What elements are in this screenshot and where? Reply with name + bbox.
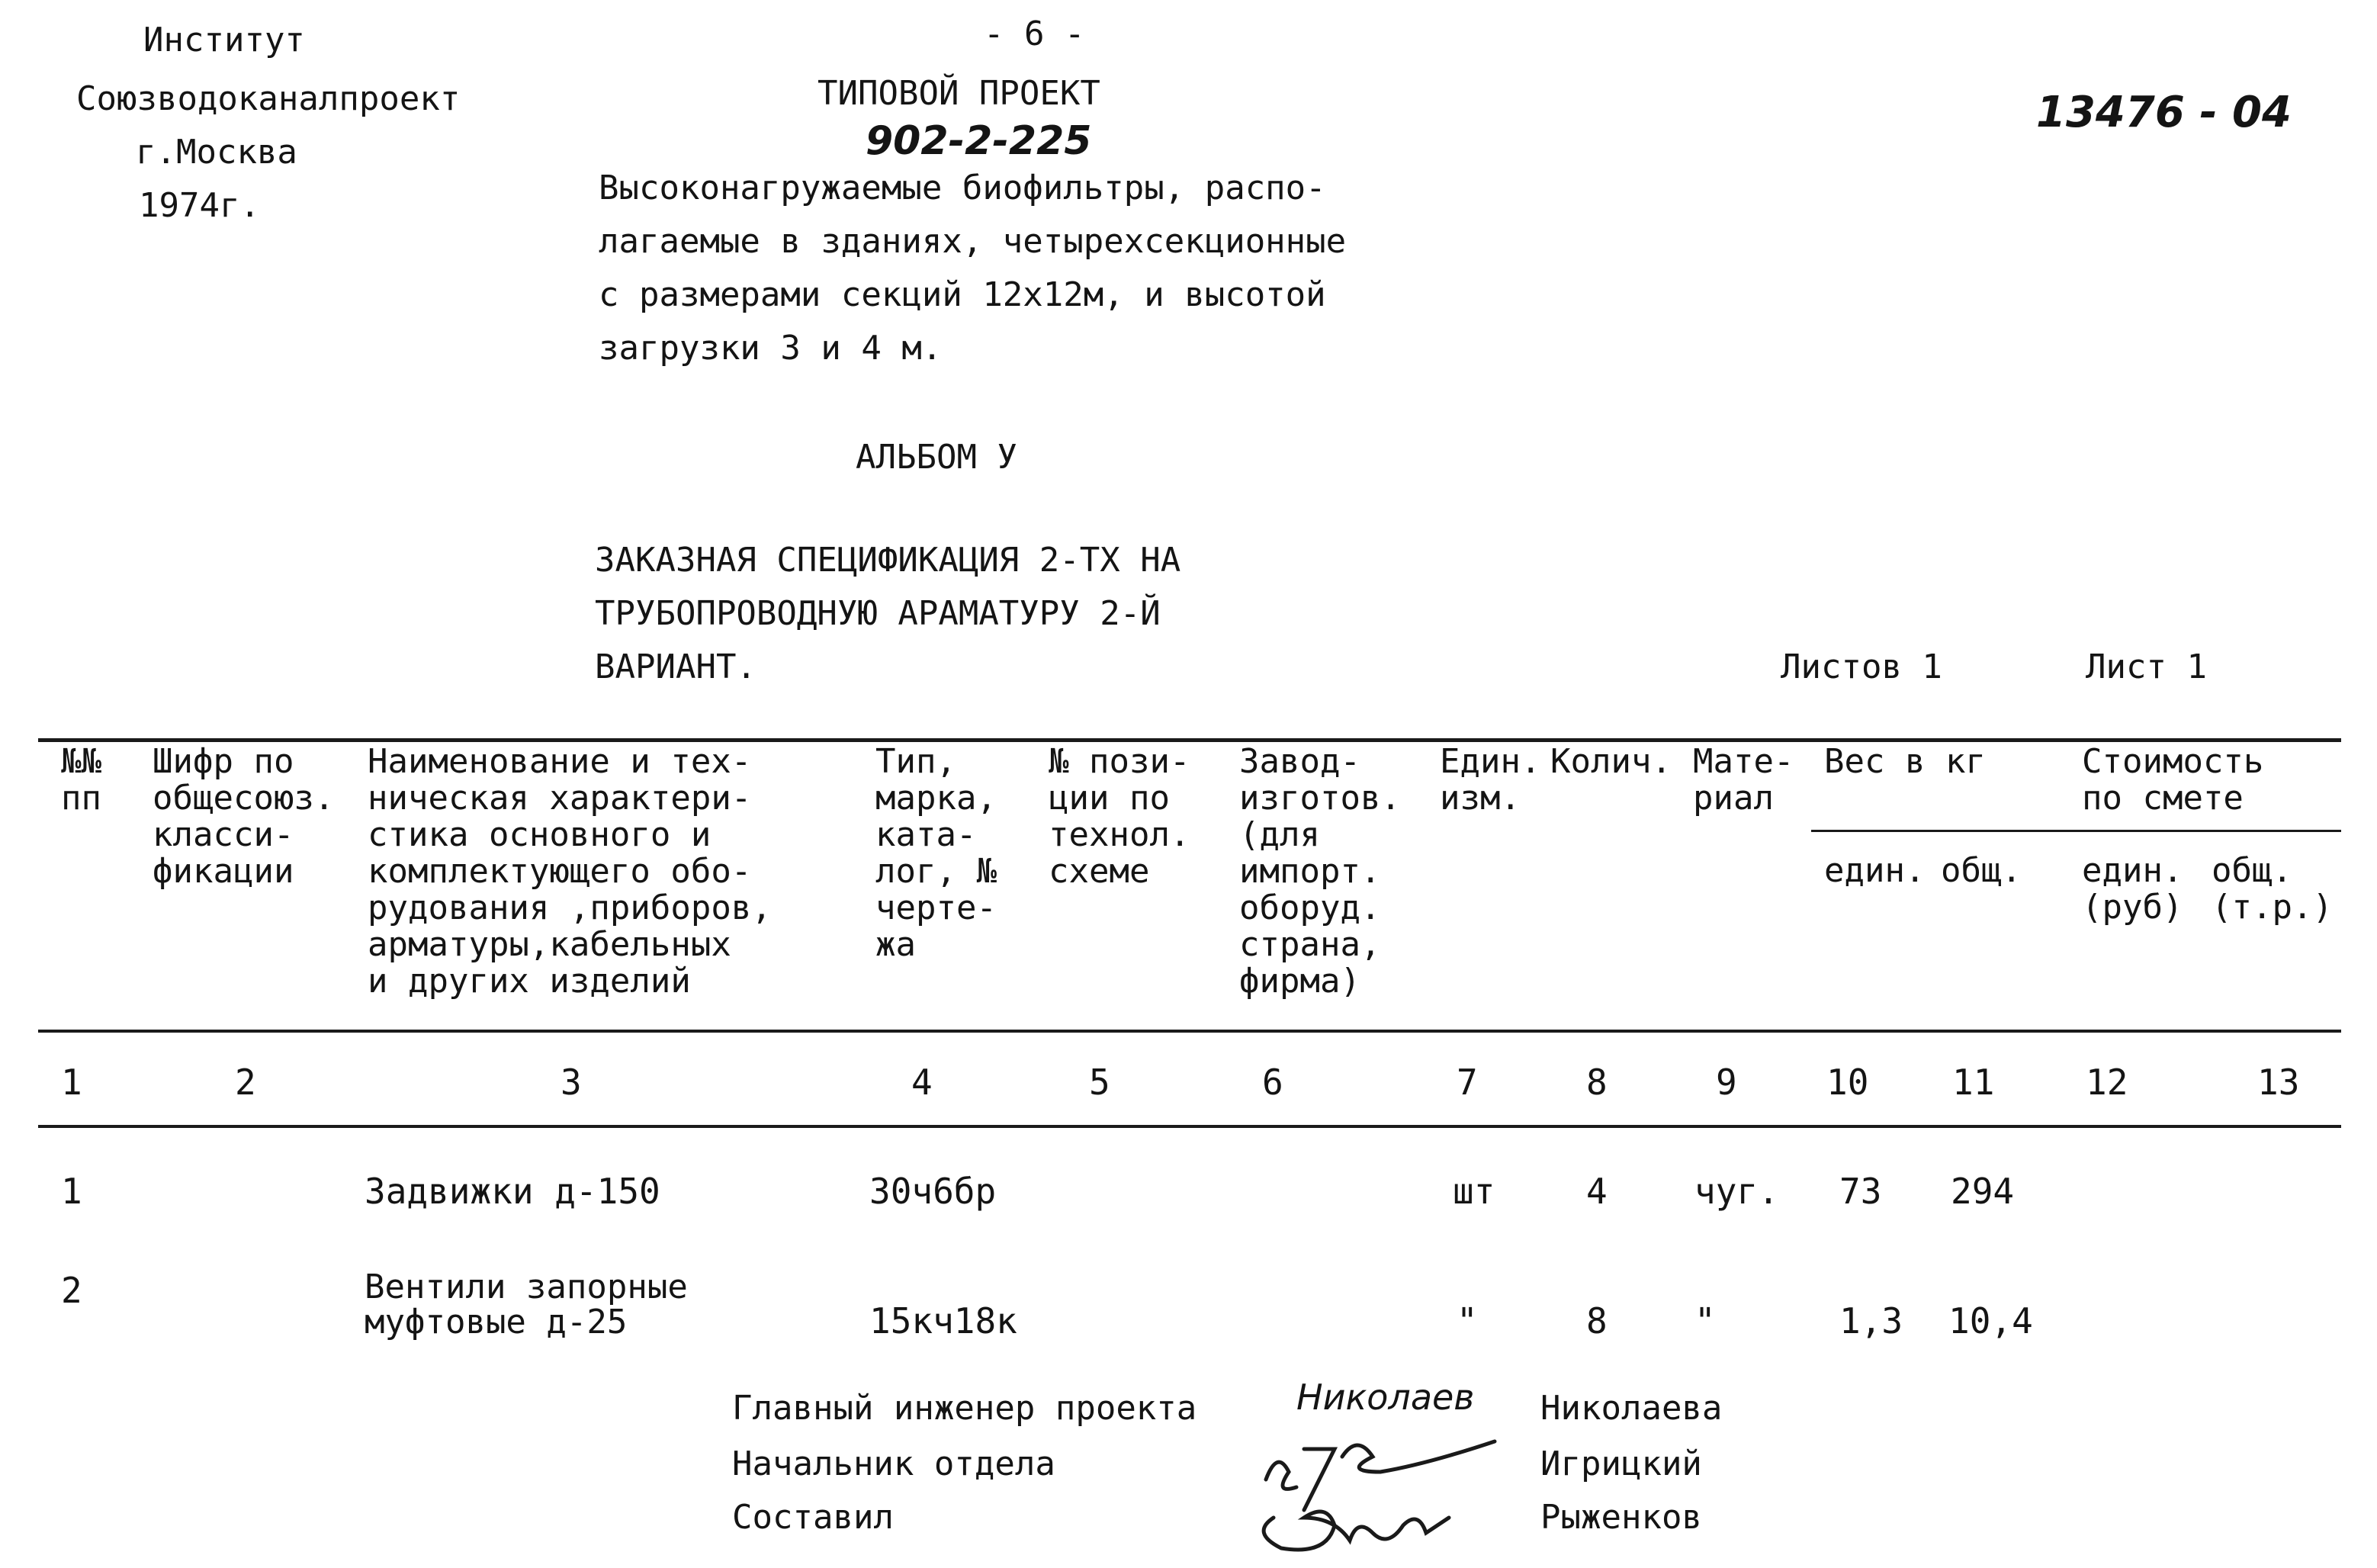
item-weight-unit: 73 xyxy=(1839,1171,1882,1212)
item-weight-total: 294 xyxy=(1951,1171,2015,1212)
row-number: 1 xyxy=(61,1171,82,1212)
header-line: Мате- xyxy=(1693,742,1794,781)
header-line: Колич. xyxy=(1550,742,1672,781)
column-number: 12 xyxy=(2086,1062,2128,1103)
column-numbers-rule xyxy=(38,1125,2341,1128)
header-line: общесоюз. xyxy=(153,779,335,818)
header-line: оборуд. xyxy=(1239,888,1381,927)
header-line: импорт. xyxy=(1239,852,1381,891)
column-number: 2 xyxy=(235,1062,256,1103)
header-line: арматуры,кабельных xyxy=(368,925,731,964)
column-number: 4 xyxy=(911,1062,933,1103)
item-weight-total: 10,4 xyxy=(1948,1300,2033,1341)
header-line: рудования ,приборов, xyxy=(368,888,772,927)
description-line: лагаемые в зданиях, четырехсекционные xyxy=(599,222,1347,261)
archive-code: 13476 - 04 xyxy=(2036,88,2292,137)
header-line: Шифр по xyxy=(153,742,294,781)
header-line: № пози- xyxy=(1049,742,1190,781)
sheet-current: Лист 1 xyxy=(2086,647,2207,686)
column-number: 9 xyxy=(1716,1062,1737,1103)
item-name xyxy=(365,1270,688,1340)
cost-group-header xyxy=(2082,744,2263,817)
item-name-line: Вентили запорные xyxy=(365,1268,688,1306)
signatory-name: Рыженков xyxy=(1540,1498,1702,1537)
page-number: - 6 - xyxy=(984,14,1085,53)
header-line: марка, xyxy=(875,779,997,818)
col-header-13 xyxy=(2212,853,2333,926)
col-header-5 xyxy=(1049,744,1190,890)
col-header-2 xyxy=(153,744,334,890)
signatory-name: Николаева xyxy=(1540,1389,1723,1428)
col-header-6 xyxy=(1239,744,1401,1000)
header-line: риал xyxy=(1693,779,1774,818)
header-line: (руб) xyxy=(2082,888,2183,927)
col-header-8 xyxy=(1550,744,1672,780)
item-type: 30ч6бр xyxy=(869,1171,997,1212)
header-line: Един. xyxy=(1440,742,1541,781)
handwritten-signature-graphic xyxy=(1251,1426,1510,1556)
item-unit: шт xyxy=(1453,1171,1495,1212)
item-material: " xyxy=(1694,1300,1716,1341)
col-header-10: един. xyxy=(1824,851,1926,890)
item-name-line: муфтовые д-25 xyxy=(365,1303,628,1341)
item-weight-unit: 1,3 xyxy=(1839,1300,1903,1341)
header-line: класси- xyxy=(153,815,294,854)
header-line: един. xyxy=(2082,851,2183,890)
header-line: ции по xyxy=(1049,779,1170,818)
header-line: ката- xyxy=(875,815,977,854)
header-line: черте- xyxy=(875,888,997,927)
description-line: Высоконагружаемые биофильтры, распо- xyxy=(599,169,1326,207)
item-material: чуг. xyxy=(1694,1171,1779,1212)
col-header-4 xyxy=(875,744,997,963)
institute-line: 1974г. xyxy=(139,186,260,225)
column-number: 10 xyxy=(1826,1062,1869,1103)
header-line: лог, № xyxy=(875,852,997,891)
header-line: общ. xyxy=(2212,851,2292,890)
header-line: Тип, xyxy=(875,742,956,781)
signature-role: Составил xyxy=(732,1498,894,1537)
institute-line: г.Москва xyxy=(136,133,297,172)
sheets-total: Листов 1 xyxy=(1781,647,1942,686)
header-line: №№ xyxy=(61,742,101,781)
item-name: Задвижки д-150 xyxy=(365,1171,660,1212)
signature-role: Начальник отдела xyxy=(732,1444,1055,1483)
column-number: 11 xyxy=(1952,1062,1995,1103)
header-line: схеме xyxy=(1049,852,1150,891)
header-line: Завод- xyxy=(1239,742,1360,781)
project-code: 902-2-225 xyxy=(866,118,1092,164)
header-line: изм. xyxy=(1440,779,1521,818)
signature-role: Главный инженер проекта xyxy=(732,1389,1197,1428)
header-line: изготов. xyxy=(1239,779,1401,818)
album-label: АЛЬБОМ У xyxy=(856,438,1017,477)
header-line: и других изделий xyxy=(368,962,691,1001)
col-header-3 xyxy=(368,744,772,1000)
header-line: ническая характери- xyxy=(368,779,752,818)
header-line: по смете xyxy=(2082,779,2244,818)
column-number: 6 xyxy=(1262,1062,1283,1103)
description-line: с размерами секций 12х12м, и высотой xyxy=(599,275,1326,314)
row-number: 2 xyxy=(61,1270,82,1311)
header-line: пп xyxy=(61,779,101,818)
project-label: ТИПОВОЙ ПРОЕКТ xyxy=(817,74,1100,113)
weight-group-header: Вес в кг xyxy=(1824,742,1986,781)
signatory-name: Игрицкий xyxy=(1540,1444,1702,1483)
institute-line: Институт xyxy=(143,21,305,59)
col-header-11: общ. xyxy=(1941,851,2022,890)
column-number: 1 xyxy=(61,1062,82,1103)
header-line: фирма) xyxy=(1239,962,1360,1001)
header-line: страна, xyxy=(1239,925,1381,964)
group-subheader-rule xyxy=(1811,830,2341,832)
column-number: 3 xyxy=(561,1062,582,1103)
header-line: Стоимость xyxy=(2082,742,2264,781)
column-number: 13 xyxy=(2257,1062,2300,1103)
header-line: (т.р.) xyxy=(2212,888,2333,927)
col-header-1 xyxy=(61,744,101,817)
item-unit: " xyxy=(1457,1300,1478,1341)
header-line: Наименование и тех- xyxy=(368,742,752,781)
header-line: стика основного и xyxy=(368,815,711,854)
institute-line: Союзводоканалпроект xyxy=(76,79,461,118)
item-qty: 4 xyxy=(1586,1171,1608,1212)
spec-title-line: ЗАКАЗНАЯ СПЕЦИФИКАЦИЯ 2-ТХ НА xyxy=(595,541,1181,580)
spec-title-line: ТРУБОПРОВОДНУЮ АРАМАТУРУ 2-Й xyxy=(595,594,1161,633)
header-line: жа xyxy=(875,925,916,964)
item-type: 15кч18к xyxy=(869,1300,1017,1341)
header-line: (для xyxy=(1239,815,1320,854)
item-qty: 8 xyxy=(1586,1300,1608,1341)
col-header-9 xyxy=(1693,744,1794,817)
column-number: 7 xyxy=(1457,1062,1478,1103)
spec-title-line: ВАРИАНТ. xyxy=(595,647,756,686)
column-number: 8 xyxy=(1586,1062,1608,1103)
description-line: загрузки 3 и 4 м. xyxy=(599,329,943,368)
column-number: 5 xyxy=(1089,1062,1110,1103)
header-bottom-rule xyxy=(38,1030,2341,1033)
header-line: технол. xyxy=(1049,815,1190,854)
col-header-12 xyxy=(2082,853,2183,926)
header-line: комплектующего обо- xyxy=(368,852,752,891)
handwritten-signature: Николаев xyxy=(1296,1377,1475,1418)
col-header-7 xyxy=(1440,744,1540,817)
header-line: фикации xyxy=(153,852,294,891)
